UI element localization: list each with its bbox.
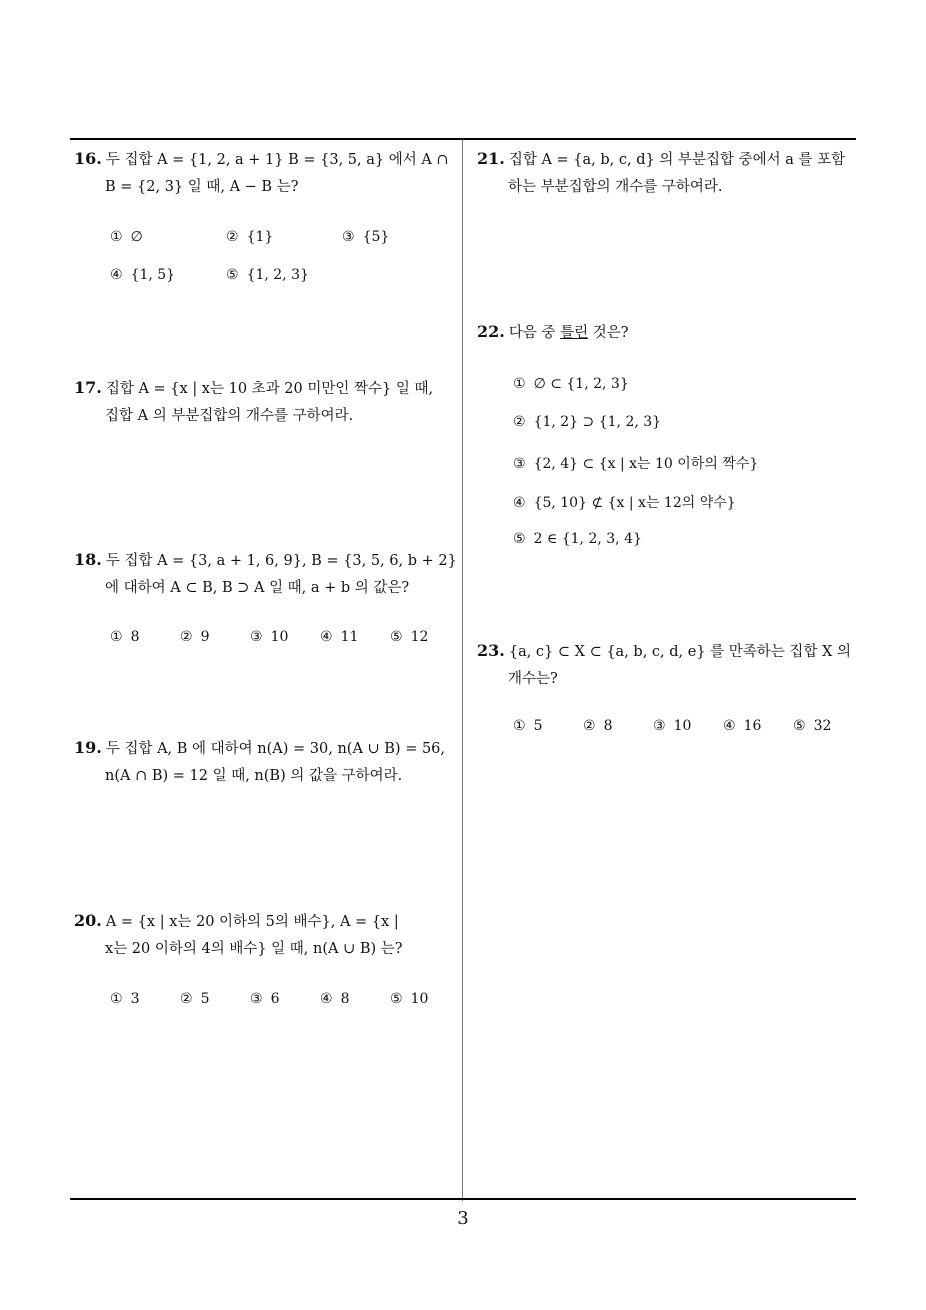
bottom-rule [70, 1198, 856, 1200]
question-text: {a, c} ⊂ X ⊂ {a, b, c, d, e} 를 만족하는 집합 X 의 [508, 644, 851, 660]
choice[interactable]: ② 8 [583, 718, 613, 734]
question-19 [74, 734, 460, 790]
question-text-cont: B = {2, 3} 일 때, A − B 는? [105, 179, 299, 195]
question-22 [477, 318, 863, 347]
question-number: 20. [74, 911, 102, 930]
question-text-cont: 개수는? [508, 671, 558, 687]
question-number: 19. [74, 738, 102, 757]
choice[interactable]: ① 8 [110, 629, 140, 645]
question-text-cont: 에 대하여 A ⊂ B, B ⊃ A 일 때, a + b 의 값은? [105, 580, 410, 596]
underlined-word: 틀린 [560, 325, 589, 341]
question-23 [477, 637, 863, 693]
question-text-cont: 집합 A 의 부분집합의 개수를 구하여라. [105, 408, 354, 424]
top-rule [70, 138, 856, 140]
question-number: 23. [477, 641, 505, 660]
choice[interactable]: ⑤ {1, 2, 3} [226, 267, 309, 283]
page-number: 3 [457, 1208, 469, 1229]
question-number: 17. [74, 378, 102, 397]
question-text-end: 것은? [588, 325, 629, 341]
choice[interactable]: ⑤ 32 [793, 718, 832, 734]
choice[interactable]: ③ 10 [250, 629, 289, 645]
choice[interactable]: ② {1} [226, 229, 274, 245]
question-number: 22. [477, 322, 505, 341]
question-text-cont: n(A ∩ B) = 12 일 때, n(B) 의 값을 구하여라. [105, 768, 403, 784]
choice[interactable]: ① ∅ ⊂ {1, 2, 3} [513, 376, 629, 392]
column-divider [462, 139, 463, 1201]
question-text-cont: x는 20 이하의 4의 배수} 일 때, n(A ∪ B) 는? [105, 941, 403, 957]
choice[interactable]: ② {1, 2} ⊃ {1, 2, 3} [513, 414, 662, 430]
choice[interactable]: ③ 6 [250, 991, 280, 1007]
choice[interactable]: ① 5 [513, 718, 543, 734]
question-text: 집합 A = {a, b, c, d} 의 부분집합 중에서 a 를 포함 [508, 152, 846, 168]
question-text: 다음 중 [508, 325, 561, 341]
choice[interactable]: ④ {5, 10} ⊄ {x | x는 12의 약수} [513, 495, 736, 511]
choice[interactable]: ④ 8 [320, 991, 350, 1007]
question-text-cont: 하는 부분집합의 개수를 구하여라. [508, 179, 723, 195]
question-17 [74, 374, 460, 430]
choice[interactable]: ③ {2, 4} ⊂ {x | x는 10 이하의 짝수} [513, 456, 759, 472]
question-text: 집합 A = {x | x는 10 초과 20 미만인 짝수} 일 때, [105, 381, 434, 397]
choice[interactable]: ③ 10 [653, 718, 692, 734]
choice[interactable]: ⑤ 10 [390, 991, 429, 1007]
choice[interactable]: ③ {5} [342, 229, 390, 245]
question-text: 두 집합 A = {3, a + 1, 6, 9}, B = {3, 5, 6, b + 2} [105, 553, 457, 569]
choice[interactable]: ④ {1, 5} [110, 267, 176, 283]
question-number: 16. [74, 149, 102, 168]
question-21 [477, 145, 863, 201]
choice[interactable]: ⑤ 2 ∈ {1, 2, 3, 4} [513, 531, 642, 547]
choice[interactable]: ④ 16 [723, 718, 762, 734]
choice[interactable]: ② 5 [180, 991, 210, 1007]
choice[interactable]: ① ∅ [110, 229, 143, 245]
question-text: A = {x | x는 20 이하의 5의 배수}, A = {x | [105, 914, 399, 930]
question-20 [74, 907, 460, 963]
question-text: 두 집합 A = {1, 2, a + 1} B = {3, 5, a} 에서 A ∩ [105, 152, 449, 168]
question-18 [74, 546, 460, 602]
choice[interactable]: ④ 11 [320, 629, 359, 645]
question-number: 18. [74, 550, 102, 569]
question-number: 21. [477, 149, 505, 168]
choice[interactable]: ② 9 [180, 629, 210, 645]
choice[interactable]: ① 3 [110, 991, 140, 1007]
choice[interactable]: ⑤ 12 [390, 629, 429, 645]
question-text: 두 집합 A, B 에 대하여 n(A) = 30, n(A ∪ B) = 56, [105, 741, 446, 757]
question-16 [74, 145, 460, 201]
